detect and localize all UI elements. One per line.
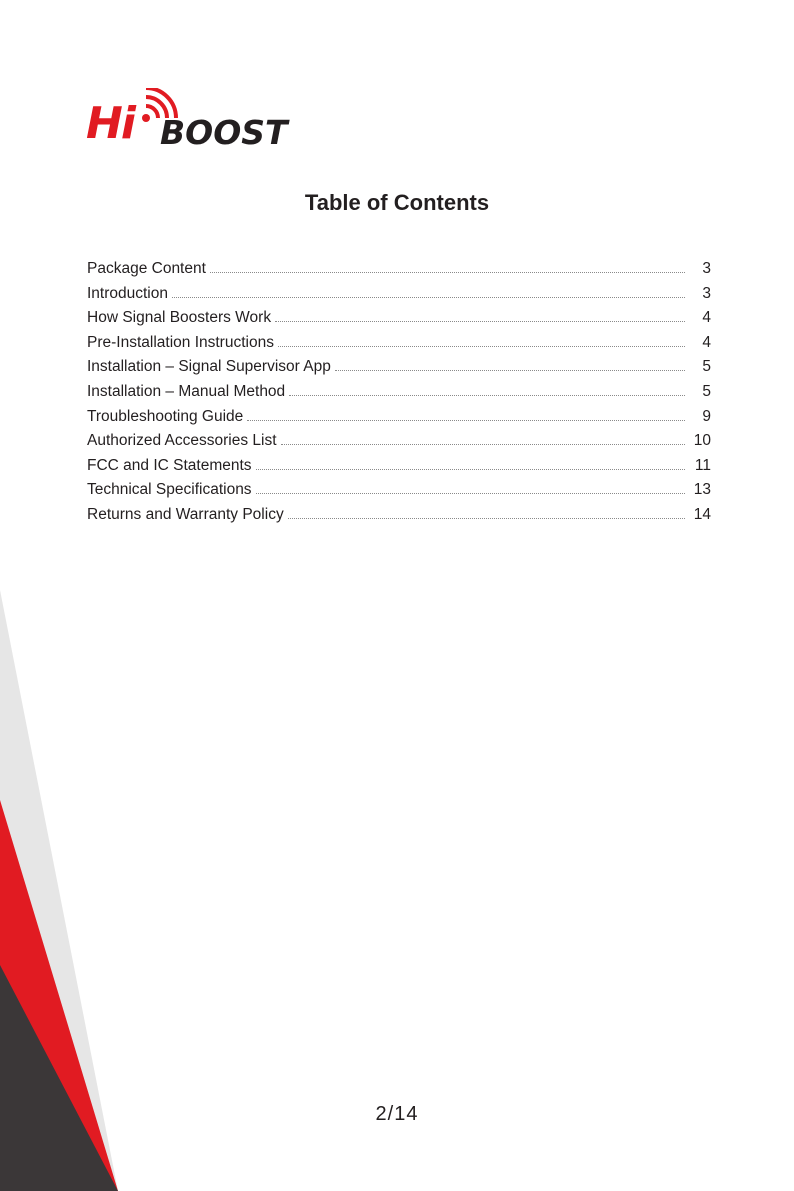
toc-entry-page: 3 xyxy=(702,260,711,277)
toc-dot-leader xyxy=(281,444,685,445)
toc-dot-leader xyxy=(256,493,685,494)
toc-entry[interactable] xyxy=(87,285,711,310)
page-number: 2/14 xyxy=(375,1103,419,1125)
toc-entry-page: 5 xyxy=(702,382,711,400)
toc-entry[interactable] xyxy=(87,260,711,285)
table-of-contents xyxy=(87,260,711,531)
toc-entry[interactable] xyxy=(87,309,711,334)
toc-dot-leader xyxy=(247,420,685,421)
toc-dot-leader xyxy=(335,370,685,371)
toc-dot-leader xyxy=(289,395,685,396)
toc-entry-label: Pre-Installation Instructions xyxy=(87,333,274,351)
toc-entry-label: Technical Specifications xyxy=(87,481,252,499)
toc-entry[interactable] xyxy=(87,506,711,531)
toc-dot-leader xyxy=(172,297,685,298)
toc-entry[interactable] xyxy=(87,481,711,506)
toc-dot-leader xyxy=(278,346,685,347)
toc-entry-label: Troubleshooting Guide xyxy=(87,407,244,425)
toc-entry-label: Installation – Manual Method xyxy=(87,382,286,400)
logo-hi-text: Hi xyxy=(86,98,134,149)
toc-entry-page: 13 xyxy=(693,481,711,499)
toc-entry[interactable] xyxy=(87,408,711,433)
hiboost-logo xyxy=(86,88,316,154)
toc-entry[interactable] xyxy=(87,334,711,359)
toc-entry-page: 14 xyxy=(693,505,711,523)
toc-entry-label: FCC and IC Statements xyxy=(87,456,252,474)
toc-entry-label: Authorized Accessories List xyxy=(87,432,277,450)
toc-entry[interactable] xyxy=(87,383,711,408)
toc-entry-page: 3 xyxy=(702,284,711,302)
toc-entry-label: Returns and Warranty Policy xyxy=(87,505,284,523)
toc-entry-page: 5 xyxy=(702,358,711,376)
toc-entry-page: 10 xyxy=(693,432,711,450)
toc-entry-label: Introduction xyxy=(87,284,168,302)
toc-dot-leader xyxy=(288,518,685,519)
toc-entry[interactable] xyxy=(87,432,711,457)
page-title: Table of Contents xyxy=(304,190,490,215)
toc-entry-page: 4 xyxy=(702,309,711,327)
toc-dot-leader xyxy=(210,272,685,273)
logo-boost-text: BOOST xyxy=(160,113,288,152)
toc-dot-leader xyxy=(256,469,685,470)
toc-dot-leader xyxy=(275,321,685,322)
toc-entry-page: 9 xyxy=(702,407,711,425)
toc-entry-page: 4 xyxy=(702,333,711,351)
toc-entry-label: Package Content xyxy=(87,260,206,277)
toc-entry[interactable] xyxy=(87,457,711,482)
toc-entry[interactable] xyxy=(87,358,711,383)
toc-entry-label: How Signal Boosters Work xyxy=(87,309,272,327)
toc-entry-page: 11 xyxy=(694,456,711,474)
toc-entry-label: Installation – Signal Supervisor App xyxy=(87,358,331,376)
